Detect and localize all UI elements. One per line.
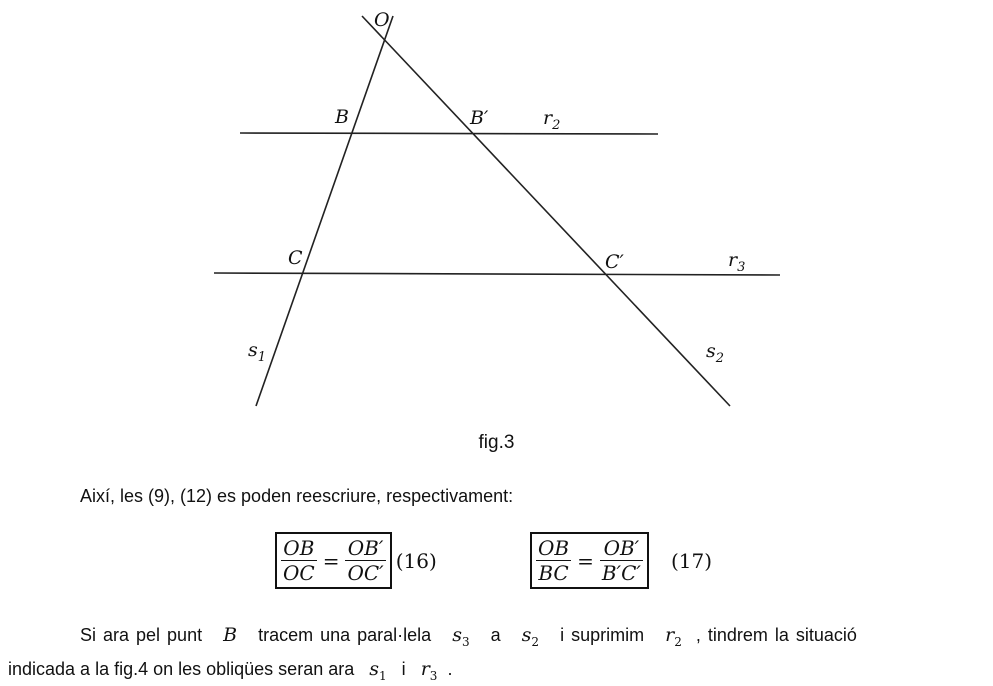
label-O: O <box>374 9 390 31</box>
denominator: BC <box>538 561 569 585</box>
fraction-ob-oc <box>281 536 317 585</box>
fraction-obp-bpcp <box>600 536 643 585</box>
text-segment: tracem una paral·lela <box>258 625 432 645</box>
numerator: OB <box>283 536 315 560</box>
text-segment: indicada a la fig.4 on les obliqües seran ara <box>8 659 355 679</box>
text-segment: , tindrem la situació <box>695 625 857 645</box>
label-C-prime: C′ <box>605 251 624 273</box>
label-r3: $r_3$ <box>728 249 746 275</box>
denominator: B′C′ <box>601 561 641 585</box>
formula-16 <box>275 532 437 589</box>
formula-16-box <box>275 532 392 589</box>
numerator: OB′ <box>347 536 384 560</box>
math-s2: $s_2$ <box>521 624 540 649</box>
line-s2 <box>362 16 730 406</box>
paragraph-line-2 <box>8 658 452 683</box>
fraction-ob-bc <box>536 536 571 585</box>
label-s1: $s_1$ <box>248 339 267 365</box>
label-s2: $s_2$ <box>706 340 725 366</box>
line-s1 <box>256 16 393 406</box>
denominator: OC′ <box>347 561 384 585</box>
fraction-obp-ocp <box>345 536 385 585</box>
text-segment: . <box>447 659 453 679</box>
numerator: OB′ <box>603 536 640 560</box>
paragraph-line-1 <box>80 624 857 649</box>
text-segment: i suprimim <box>560 625 645 645</box>
math-point-B: B <box>223 624 238 646</box>
intro-paragraph: Així, les (9), (12) es poden reescriure, respectivament: <box>80 486 514 506</box>
text-segment: Si ara pel punt <box>80 625 203 645</box>
equals-sign: = <box>322 548 340 573</box>
formula-17 <box>530 532 712 589</box>
label-C: C <box>288 247 303 269</box>
label-B: B <box>335 106 349 128</box>
math-r3: $r_3$ <box>420 658 438 683</box>
text-segment: i <box>401 659 406 679</box>
equation-number-17: (17) <box>670 548 713 573</box>
denominator: OC <box>283 561 315 585</box>
text-segment: a <box>490 625 501 645</box>
math-s1: $s_1$ <box>369 658 387 683</box>
label-r2: $r_2$ <box>543 107 561 133</box>
figure-caption: fig.3 <box>478 432 515 453</box>
formula-17-box <box>530 532 649 589</box>
line-r3 <box>214 273 780 275</box>
math-s3: $s_3$ <box>452 624 470 649</box>
numerator: OB <box>538 536 570 560</box>
equation-number-16: (16) <box>395 548 437 573</box>
math-r2: $r_2$ <box>665 624 682 649</box>
line-r2 <box>240 133 658 134</box>
label-B-prime: B′ <box>470 107 489 129</box>
equals-sign: = <box>577 548 594 573</box>
